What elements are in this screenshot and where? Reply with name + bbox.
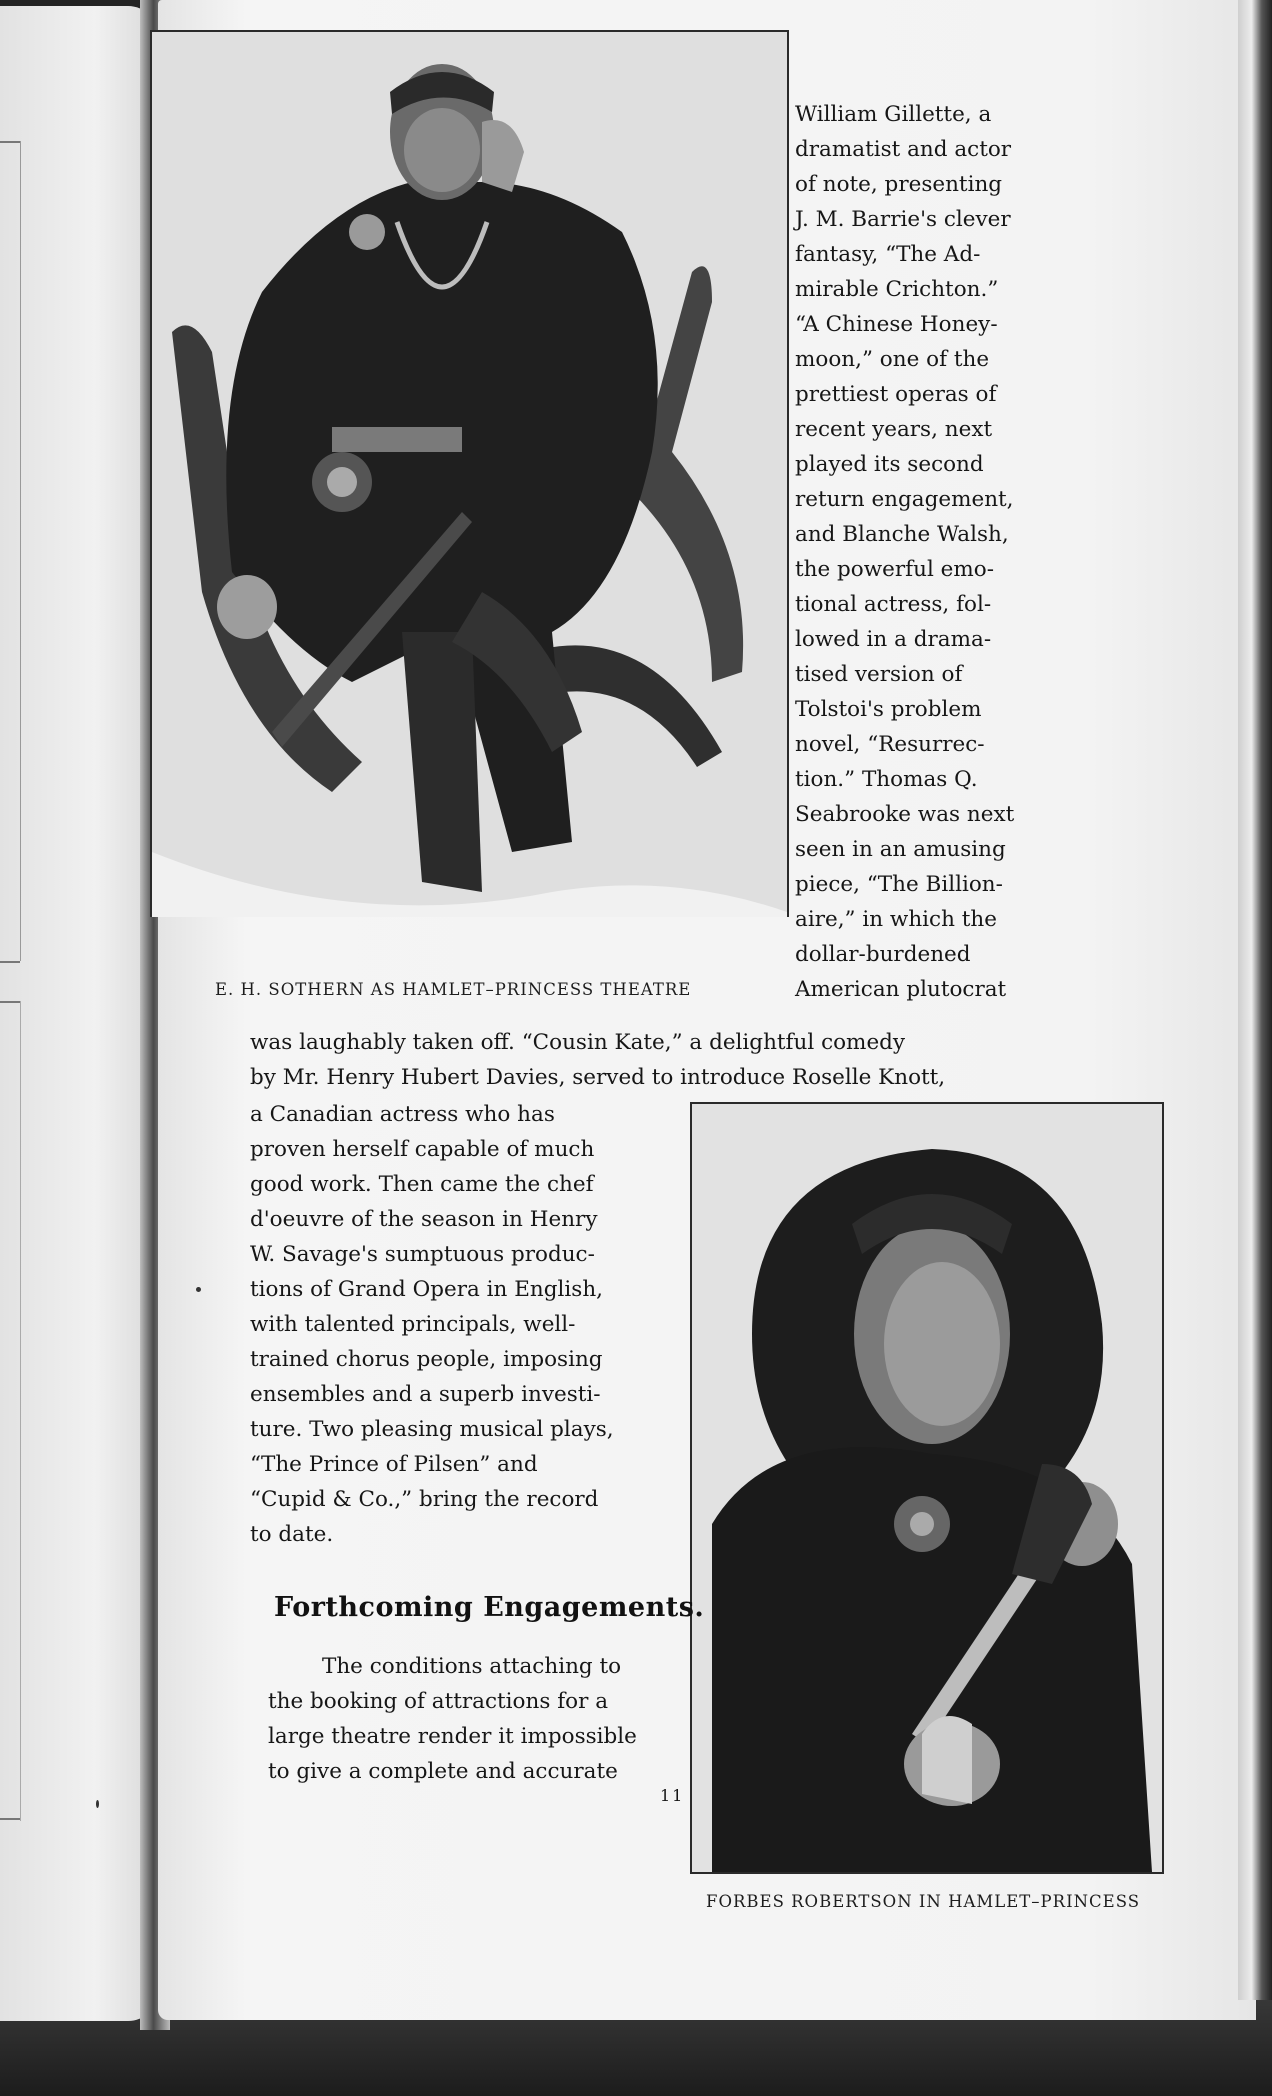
section-heading-forthcoming-engagements: Forthcoming Engagements. — [274, 1592, 705, 1623]
text-line: J. M. Barrie's clever — [795, 207, 1011, 232]
text-line: the booking of attractions for a — [268, 1689, 609, 1714]
text-line: to give a complete and accurate — [268, 1759, 618, 1784]
photo-forbes-image — [692, 1104, 1162, 1872]
text-line: “The Prince of Pilsen” and — [250, 1452, 538, 1477]
page-number: 11 — [660, 1786, 685, 1805]
text-line: the powerful emo- — [795, 557, 994, 582]
photo-forbes-robertson-in-hamlet — [690, 1102, 1164, 1874]
text-line: played its second — [795, 452, 984, 477]
text-line: to date. — [250, 1522, 334, 1547]
text-line: a Canadian actress who has — [250, 1102, 555, 1127]
previous-page-border — [20, 141, 21, 961]
print-speck — [196, 1287, 201, 1292]
previous-page-edge — [0, 6, 158, 2021]
previous-page-rule — [0, 961, 20, 963]
text-line: William Gillette, a — [795, 102, 992, 127]
previous-page-rule — [0, 1818, 20, 1820]
print-speck — [96, 1800, 99, 1808]
text-line: dramatist and actor — [795, 137, 1012, 162]
photo-sothern-image — [152, 32, 787, 917]
previous-page-border — [20, 1001, 21, 1821]
text-line: tions of Grand Opera in English, — [250, 1277, 603, 1302]
text-line: “Cupid & Co.,” bring the record — [250, 1487, 599, 1512]
photo-sothern-as-hamlet — [150, 30, 789, 917]
text-line: moon,” one of the — [795, 347, 990, 372]
text-line: dollar-burdened — [795, 942, 971, 967]
text-line: tised version of — [795, 662, 963, 687]
text-line: ensembles and a superb investi- — [250, 1382, 601, 1407]
text-line: W. Savage's sumptuous produc- — [250, 1242, 595, 1267]
photo-caption-bottom: FORBES ROBERTSON IN HAMLET–PRINCESS — [706, 1892, 1141, 1911]
text-line: return engagement, — [795, 487, 1014, 512]
text-line: Tolstoi's problem — [795, 697, 982, 722]
text-line: ture. Two pleasing musical plays, — [250, 1417, 614, 1442]
text-line: lowed in a drama- — [795, 627, 992, 652]
text-line: and Blanche Walsh, — [795, 522, 1009, 547]
text-line: seen in an amusing — [795, 837, 1006, 862]
text-line: “A Chinese Honey- — [795, 312, 998, 337]
text-line: fantasy, “The Ad- — [795, 242, 981, 267]
text-line: novel, “Resurrec- — [795, 732, 985, 757]
text-line: The conditions attaching to — [322, 1654, 622, 1679]
text-line: piece, “The Billion- — [795, 872, 1003, 897]
previous-page-rule — [0, 141, 20, 143]
text-line: of note, presenting — [795, 172, 1003, 197]
page-right-edge — [1238, 0, 1272, 2000]
text-line: good work. Then came the chef — [250, 1172, 594, 1197]
text-line: mirable Crichton.” — [795, 277, 999, 302]
text-line: with talented principals, well- — [250, 1312, 576, 1337]
previous-page-rule — [0, 1001, 20, 1003]
text-line: large theatre render it impossible — [268, 1724, 637, 1749]
text-line: Seabrooke was next — [795, 802, 1015, 827]
text-line: recent years, next — [795, 417, 993, 442]
photo-caption-top: E. H. SOTHERN AS HAMLET–PRINCESS THEATRE — [215, 980, 692, 999]
text-line: tional actress, fol- — [795, 592, 992, 617]
text-line: by Mr. Henry Hubert Davies, served to introduce Roselle Knott, — [250, 1065, 946, 1090]
text-line: d'oeuvre of the season in Henry — [250, 1207, 598, 1232]
text-line: aire,” in which the — [795, 907, 997, 932]
text-line: American plutocrat — [795, 977, 1007, 1002]
text-line: proven herself capable of much — [250, 1137, 595, 1162]
text-line: prettiest operas of — [795, 382, 997, 407]
text-line: trained chorus people, imposing — [250, 1347, 603, 1372]
text-line: tion.” Thomas Q. — [795, 767, 978, 792]
text-line: was laughably taken off. “Cousin Kate,” a delightful comedy — [250, 1030, 906, 1055]
